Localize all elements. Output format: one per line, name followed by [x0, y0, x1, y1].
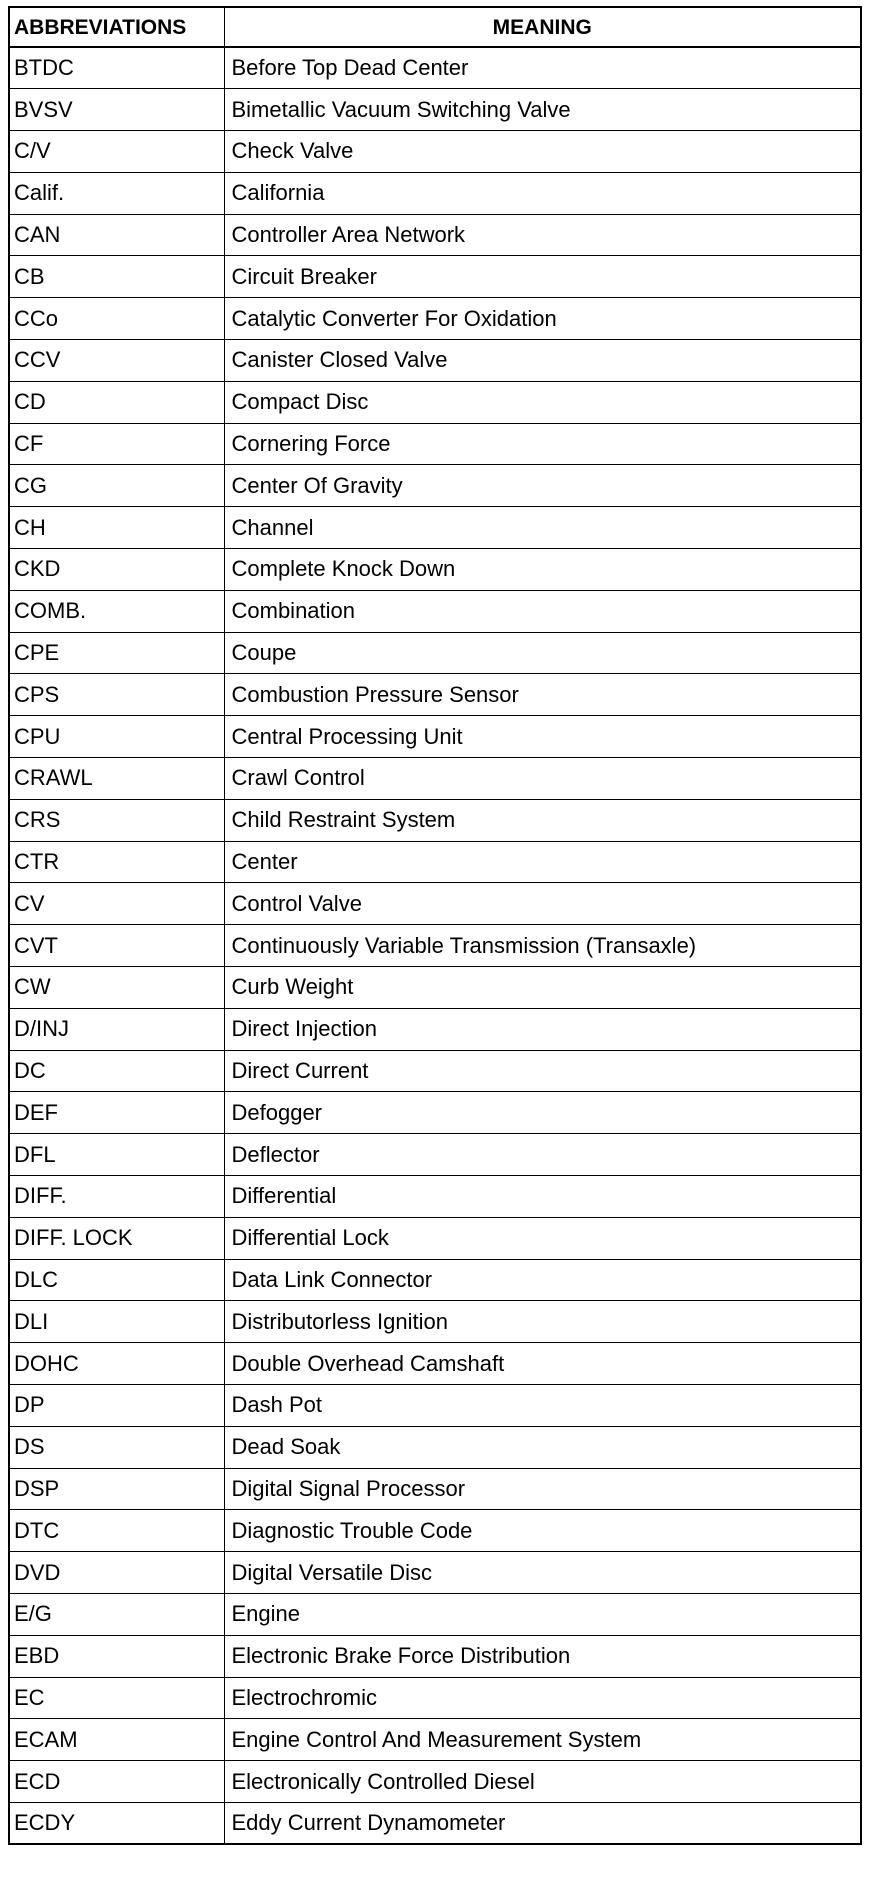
meaning-cell: Child Restraint System — [224, 799, 861, 841]
table-row — [9, 1134, 861, 1176]
meaning-cell: Catalytic Converter For Oxidation — [224, 298, 861, 340]
table-row — [9, 1593, 861, 1635]
table-row — [9, 1426, 861, 1468]
meaning-cell: Dash Pot — [224, 1385, 861, 1427]
abbreviation-cell: DFL — [9, 1134, 224, 1176]
abbreviation-cell: DS — [9, 1426, 224, 1468]
table-row — [9, 1301, 861, 1343]
table-row — [9, 1510, 861, 1552]
meaning-cell: Compact Disc — [224, 381, 861, 423]
table-row — [9, 1259, 861, 1301]
abbreviation-cell: Calif. — [9, 172, 224, 214]
abbreviation-cell: DOHC — [9, 1343, 224, 1385]
table-row — [9, 1635, 861, 1677]
abbreviation-cell: BVSV — [9, 89, 224, 131]
abbreviation-cell: CB — [9, 256, 224, 298]
table-row — [9, 841, 861, 883]
table-row — [9, 1761, 861, 1803]
meaning-cell: Engine Control And Measurement System — [224, 1719, 861, 1761]
meaning-cell: Differential Lock — [224, 1217, 861, 1259]
meaning-cell: Defogger — [224, 1092, 861, 1134]
table-row — [9, 423, 861, 465]
table-row — [9, 89, 861, 131]
table-row — [9, 298, 861, 340]
table-row — [9, 674, 861, 716]
meaning-cell: Direct Injection — [224, 1008, 861, 1050]
abbreviation-cell: CRS — [9, 799, 224, 841]
abbreviation-cell: DTC — [9, 1510, 224, 1552]
meaning-cell: Dead Soak — [224, 1426, 861, 1468]
meaning-cell: Check Valve — [224, 131, 861, 173]
table-row — [9, 549, 861, 591]
table-row — [9, 967, 861, 1009]
table-row — [9, 256, 861, 298]
meaning-cell: Channel — [224, 507, 861, 549]
abbreviation-cell: CPU — [9, 716, 224, 758]
abbreviation-cell: CVT — [9, 925, 224, 967]
abbreviation-cell: DP — [9, 1385, 224, 1427]
table-row — [9, 799, 861, 841]
abbreviation-cell: ECAM — [9, 1719, 224, 1761]
table-row — [9, 340, 861, 382]
abbreviation-cell: DIFF. — [9, 1176, 224, 1218]
abbreviation-cell: CW — [9, 967, 224, 1009]
table-row — [9, 1217, 861, 1259]
table-row — [9, 172, 861, 214]
meaning-cell: Circuit Breaker — [224, 256, 861, 298]
table-row — [9, 1176, 861, 1218]
table-row — [9, 214, 861, 256]
meaning-cell: Controller Area Network — [224, 214, 861, 256]
table-row — [9, 632, 861, 674]
abbreviation-cell: DEF — [9, 1092, 224, 1134]
table-row — [9, 1343, 861, 1385]
meaning-cell: Central Processing Unit — [224, 716, 861, 758]
abbreviation-cell: CCo — [9, 298, 224, 340]
meaning-cell: Center Of Gravity — [224, 465, 861, 507]
table-row — [9, 590, 861, 632]
meaning-cell: Double Overhead Camshaft — [224, 1343, 861, 1385]
table-row — [9, 883, 861, 925]
abbreviation-cell: CRAWL — [9, 758, 224, 800]
abbreviation-cell: E/G — [9, 1593, 224, 1635]
table-row — [9, 758, 861, 800]
abbreviation-cell: CAN — [9, 214, 224, 256]
abbreviation-cell: DLC — [9, 1259, 224, 1301]
abbreviation-cell: CPE — [9, 632, 224, 674]
meaning-column-header: MEANING — [224, 7, 861, 47]
table-row — [9, 507, 861, 549]
table-row — [9, 1092, 861, 1134]
meaning-cell: Data Link Connector — [224, 1259, 861, 1301]
abbreviations-table — [8, 6, 862, 1845]
table-row — [9, 716, 861, 758]
table-row — [9, 1802, 861, 1844]
abbreviation-cell: ECDY — [9, 1802, 224, 1844]
abbreviation-cell: CG — [9, 465, 224, 507]
meaning-cell: Canister Closed Valve — [224, 340, 861, 382]
abbreviation-cell: DIFF. LOCK — [9, 1217, 224, 1259]
meaning-cell: Complete Knock Down — [224, 549, 861, 591]
meaning-cell: Center — [224, 841, 861, 883]
meaning-cell: California — [224, 172, 861, 214]
meaning-cell: Direct Current — [224, 1050, 861, 1092]
abbreviation-cell: CD — [9, 381, 224, 423]
abbreviation-cell: DSP — [9, 1468, 224, 1510]
abbreviation-cell: DLI — [9, 1301, 224, 1343]
table-row — [9, 1468, 861, 1510]
meaning-cell: Electronic Brake Force Distribution — [224, 1635, 861, 1677]
meaning-cell: Deflector — [224, 1134, 861, 1176]
abbreviations-column-header: ABBREVIATIONS — [9, 7, 224, 47]
abbreviation-cell: C/V — [9, 131, 224, 173]
table-row — [9, 1050, 861, 1092]
meaning-cell: Continuously Variable Transmission (Transaxle) — [224, 925, 861, 967]
abbreviation-cell: COMB. — [9, 590, 224, 632]
table-row — [9, 1719, 861, 1761]
meaning-cell: Before Top Dead Center — [224, 47, 861, 89]
table-row — [9, 47, 861, 89]
abbreviation-cell: D/INJ — [9, 1008, 224, 1050]
meaning-cell: Diagnostic Trouble Code — [224, 1510, 861, 1552]
table-row — [9, 1008, 861, 1050]
meaning-cell: Digital Versatile Disc — [224, 1552, 861, 1594]
abbreviation-cell: DC — [9, 1050, 224, 1092]
abbreviation-cell: BTDC — [9, 47, 224, 89]
table-row — [9, 465, 861, 507]
meaning-cell: Control Valve — [224, 883, 861, 925]
meaning-cell: Combination — [224, 590, 861, 632]
meaning-cell: Engine — [224, 1593, 861, 1635]
abbreviation-cell: DVD — [9, 1552, 224, 1594]
abbreviation-cell: CV — [9, 883, 224, 925]
meaning-cell: Crawl Control — [224, 758, 861, 800]
table-row — [9, 1385, 861, 1427]
table-row — [9, 131, 861, 173]
meaning-cell: Coupe — [224, 632, 861, 674]
meaning-cell: Combustion Pressure Sensor — [224, 674, 861, 716]
abbreviation-cell: EBD — [9, 1635, 224, 1677]
meaning-cell: Curb Weight — [224, 967, 861, 1009]
abbreviation-cell: CTR — [9, 841, 224, 883]
abbreviation-cell: EC — [9, 1677, 224, 1719]
table-header-row — [9, 7, 861, 47]
table-row — [9, 1552, 861, 1594]
meaning-cell: Bimetallic Vacuum Switching Valve — [224, 89, 861, 131]
meaning-cell: Cornering Force — [224, 423, 861, 465]
meaning-cell: Distributorless Ignition — [224, 1301, 861, 1343]
abbreviation-cell: CPS — [9, 674, 224, 716]
table-body — [9, 47, 861, 1844]
abbreviation-cell: CH — [9, 507, 224, 549]
table-row — [9, 925, 861, 967]
abbreviation-cell: CCV — [9, 340, 224, 382]
meaning-cell: Electrochromic — [224, 1677, 861, 1719]
meaning-cell: Digital Signal Processor — [224, 1468, 861, 1510]
table-row — [9, 1677, 861, 1719]
abbreviation-cell: CKD — [9, 549, 224, 591]
table-row — [9, 381, 861, 423]
meaning-cell: Eddy Current Dynamometer — [224, 1802, 861, 1844]
meaning-cell: Differential — [224, 1176, 861, 1218]
abbreviation-cell: ECD — [9, 1761, 224, 1803]
meaning-cell: Electronically Controlled Diesel — [224, 1761, 861, 1803]
abbreviation-cell: CF — [9, 423, 224, 465]
